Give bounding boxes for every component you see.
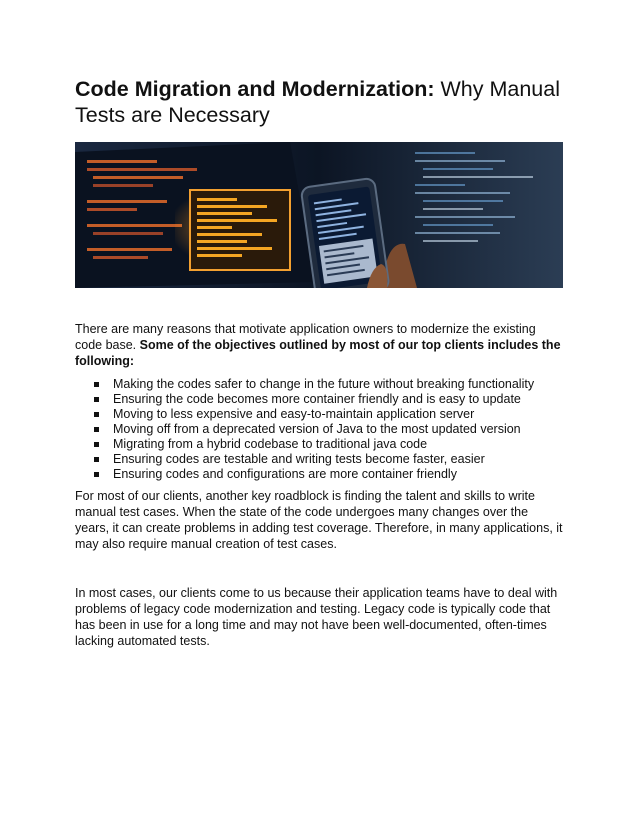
list-item: Ensuring codes and configurations are more container friendly [113, 467, 565, 482]
title-rest: Why Manual Tests are Necessary [75, 77, 560, 127]
intro-bold-text: Some of the objectives outlined by most of our top clients includes the following: [75, 338, 561, 368]
hero-image [75, 142, 563, 288]
title-bold: Code Migration and Modernization: [75, 77, 435, 101]
intro-text: There are many reasons that motivate application owners to modernize the existing code base. [75, 322, 536, 352]
code-screens-photo [75, 142, 563, 288]
list-item: Ensuring the code becomes more container friendly and is easy to update [113, 392, 565, 407]
page-title [75, 76, 565, 128]
list-item: Migrating from a hybrid codebase to traditional java code [113, 437, 565, 452]
list-item: Ensuring codes are testable and writing tests become faster, easier [113, 452, 565, 467]
list-item: Making the codes safer to change in the future without breaking functionality [113, 377, 565, 392]
objectives-list [75, 377, 565, 482]
paragraph-legacy-code: In most cases, our clients come to us because their application teams have to deal with problems of legacy code modernization and testing. Legacy code is typically code that has been in use for a long time and may not have been well-documented, often-times lacking automated tests. [75, 586, 558, 648]
intro-paragraph [75, 321, 565, 369]
document-page [75, 76, 565, 649]
list-item: Moving off from a deprecated version of Java to the most updated version [113, 422, 565, 437]
paragraph-roadblock: For most of our clients, another key roadblock is finding the talent and skills to write manual test cases. When the state of the code undergoes many changes over the years, it can create problems in adding test coverage. Therefore, in many applications, it may also require manual creation of test cases. [75, 489, 563, 551]
list-item: Moving to less expensive and easy-to-maintain application server [113, 407, 565, 422]
